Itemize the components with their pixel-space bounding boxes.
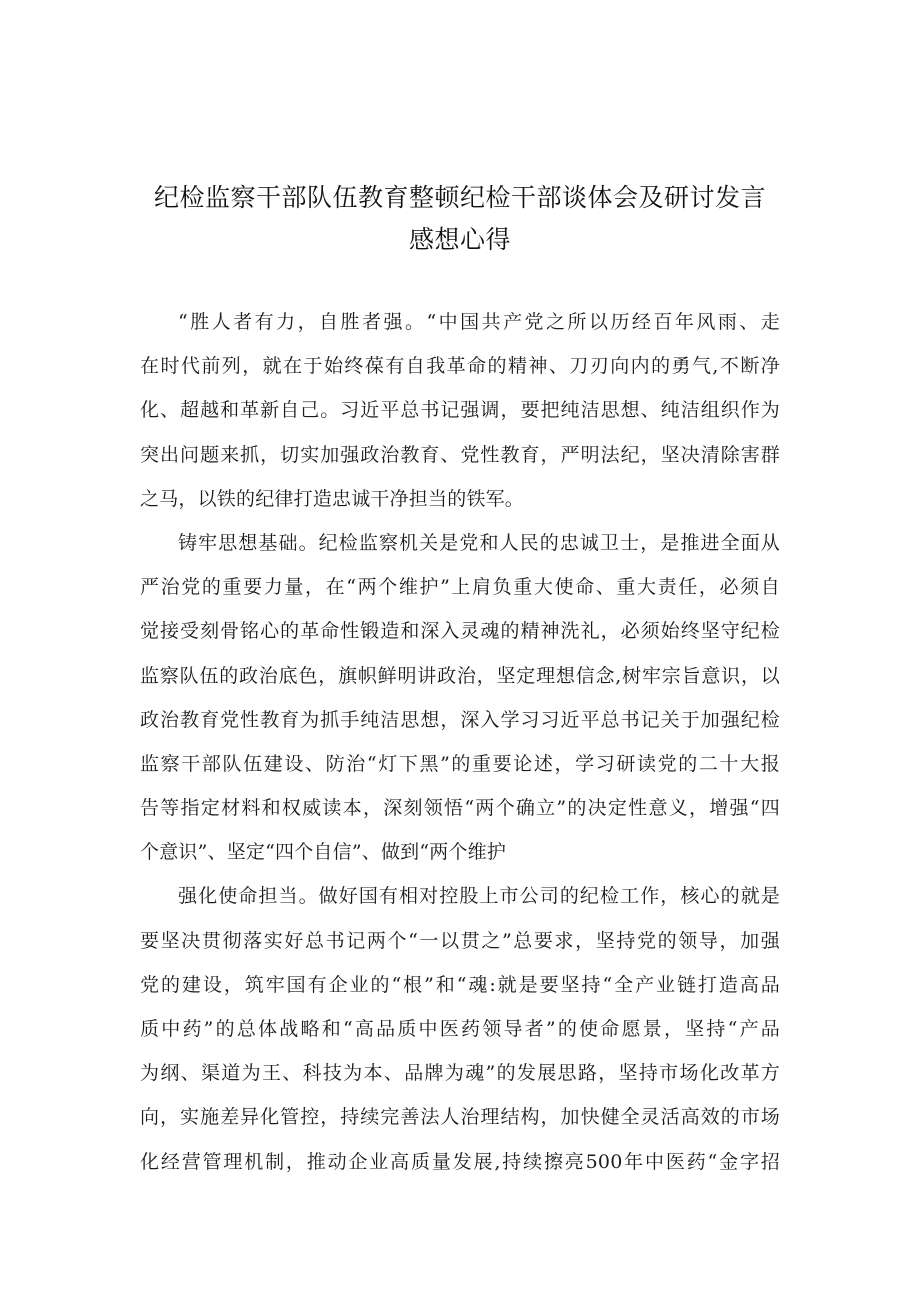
text-line: 严治党的重要力量，在“两个维护”上肩负重大使命、重大责任，必须自	[140, 576, 780, 599]
text-line: 化、超越和革新自己。习近平总书记强调，要把纯洁思想、纯洁组织作为	[140, 399, 780, 422]
text-line: 觉接受刻骨铭心的革命性锻造和深入灵魂的精神洗礼，必须始终坚守纪检	[140, 620, 780, 643]
paragraph-mission	[140, 874, 780, 1183]
text-line: 之马，以铁的纪律打造忠诚干净担当的铁军。	[140, 487, 525, 510]
text-line: 为纲、渠道为王、科技为本、品牌为魂”的发展思路，坚持市场化改革方	[140, 1062, 780, 1085]
title-line: 感想心得	[408, 224, 511, 254]
paragraph-intro	[140, 300, 780, 521]
text-line: 化经营管理机制，推动企业高质量发展,持续擦亮500年中医药“金字招	[140, 1150, 780, 1173]
paragraph-ideology	[140, 521, 780, 875]
text-line: 要坚决贯彻落实好总书记两个“一以贯之”总要求，坚持党的领导，加强	[140, 929, 780, 952]
text-line: 铸牢思想基础。纪检监察机关是党和人民的忠诚卫士，是推进全面从	[178, 531, 780, 554]
text-line: 质中药”的总体战略和“高品质中医药领导者”的使命愿景，坚持“产品	[140, 1018, 780, 1040]
text-line: 监察队伍的政治底色，旗帜鲜明讲政治，坚定理想信念,树牢宗旨意识，以	[140, 664, 780, 687]
text-line: 监察干部队伍建设、防治“灯下黑”的重要论述，学习研读党的二十大报	[140, 752, 780, 775]
text-line: “胜人者有力，自胜者强。“中国共产党之所以历经百年风雨、走	[178, 311, 780, 333]
text-line: 向，实施差异化管控，持续完善法人治理结构，加快健全灵活高效的市场	[140, 1106, 780, 1129]
title-line: 纪检监察干部队伍教育整顿纪检干部谈体会及研讨发言	[153, 182, 766, 212]
text-line: 个意识”、坚定“四个自信”、做到“两个维护	[140, 841, 507, 864]
text-line: 强化使命担当。做好国有相对控股上市公司的纪检工作，核心的就是	[178, 885, 780, 908]
text-line: 告等指定材料和权威读本，深刻领悟“两个确立”的决定性意义，增强“四	[140, 797, 780, 820]
text-line: 在时代前列，就在于始终葆有自我革命的精神、刀刃向内的勇气,不断净	[140, 355, 780, 378]
text-line: 政治教育党性教育为抓手纯洁思想，深入学习习近平总书记关于加强纪检	[140, 708, 780, 731]
text-line: 党的建设，筑牢国有企业的“根”和“魂:就是要坚持“全产业链打造高品	[140, 973, 780, 996]
text-line: 突出问题来抓，切实加强政治教育、党性教育，严明法纪，坚决清除害群	[140, 443, 780, 466]
document-title	[140, 177, 780, 261]
document-body	[140, 300, 780, 1184]
